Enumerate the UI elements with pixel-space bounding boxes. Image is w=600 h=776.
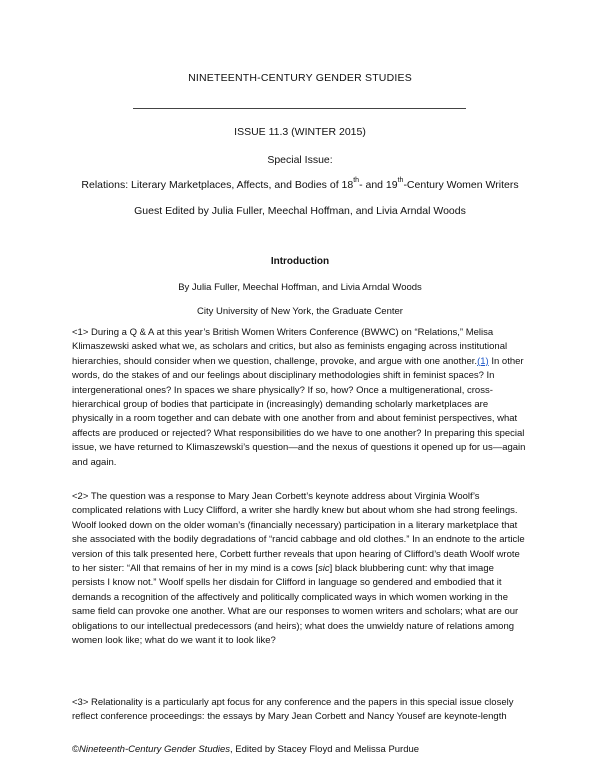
paragraph-2-text-a: <2> The question was a response to Mary Jean Corbett’s keynote address about Virginia Woolf’s complicated relations with Lucy Clifford, a writer she hardly knew but about whom she had strong feelings. Woolf looked down on the older woman’s (financially necessary) participation in a literary marketplace that she associated with the bodily degradations of “rancid cabbage and old clothes.” In an endnote to the article version of this talk presented here, Corbett further reveals that upon hearing of Clifford’s death Woolf wrote to her sister: “All that remains of her in my mind is a cows [ (72, 491, 525, 575)
special-issue-title (0, 179, 600, 191)
paragraph-3 (72, 696, 528, 725)
paragraph-1-text-a: <1> During a Q & A at this year’s British Women Writers Conference (BWWC) on “Relations,” Melisa Klimaszewski asked what we, as scholars and critics, but also as feminists engaging across institutional hierarchies, should consider when we question, challenge, provoke, and argue with one another. (72, 327, 508, 367)
header-divider (133, 108, 466, 109)
article-heading: Introduction (270, 256, 330, 267)
paragraph-3-text: <3> Relationality is a particularly apt focus for any conference and the papers in this special issue closely reflect conference proceedings: the essays by Mary Jean Corbett and Nancy Yousef are keynote-length (72, 697, 514, 723)
copyright-symbol: © (72, 744, 79, 755)
guest-editors: Guest Edited by Julia Fuller, Meechal Hoffman, and Livia Arndal Woods (134, 205, 466, 217)
endnote-link-1[interactable]: (1) (477, 355, 489, 367)
issue-number: ISSUE 11.3 (WINTER 2015) (234, 126, 366, 138)
special-issue-label: Special Issue: (267, 154, 333, 166)
title-part-2: - and 19 (359, 179, 398, 191)
paragraph-2 (72, 490, 528, 648)
title-part-3: -Century Women Writers (403, 179, 519, 191)
journal-title: NINETEENTH-CENTURY GENDER STUDIES (188, 72, 412, 84)
paragraph-1-text-b: In other words, do the stakes of and our feelings about disciplinary methodologies shift in feminist spaces? In intergenerational ones? In spaces we share physically? If so, how? Once a multigenerational, cross-hierarchical group of bodies that participate in (increasingly) demanding scholarly marketplaces are physically in a room together and can debate with one another from and about feminist perspectives, what affects are produced or rejected? What responsibilities do we have to one another? In preparing this special issue, we have returned to Klimaszewski’s question—and the nexus of questions it opened up for us—again and again. (72, 355, 526, 468)
paragraph-1 (72, 326, 528, 470)
footer-journal-title: Nineteenth-Century Gender Studies (79, 744, 231, 755)
footer-editors: , Edited by Stacey Floyd and Melissa Purdue (230, 744, 420, 755)
article-byline: By Julia Fuller, Meechal Hoffman, and Livia Arndal Woods (178, 282, 422, 293)
page-footer (72, 744, 419, 755)
ordinal-suffix-2: th (397, 177, 404, 184)
title-part-1: Relations: Literary Marketplaces, Affects, and Bodies of 18 (81, 179, 354, 191)
sic-notation: sic (318, 563, 330, 575)
paragraph-2-text-b: ] black blubbering cunt: why that image persists I know not.” Woolf spells her disdain for Clifford in language so gendered and embodied that it demands a recognition of the affectively and politically complicated ways in which women working in the same field can provoke one another. What are our responses to women writers and scholars; what are our obligations to our intellectual predecessors (and heirs); what does the unwieldy nature of relations among women look like; what do we want it to look like? (72, 563, 519, 647)
ordinal-suffix-1: th (353, 177, 360, 184)
article-affiliation: City University of New York, the Graduate Center (197, 306, 403, 317)
